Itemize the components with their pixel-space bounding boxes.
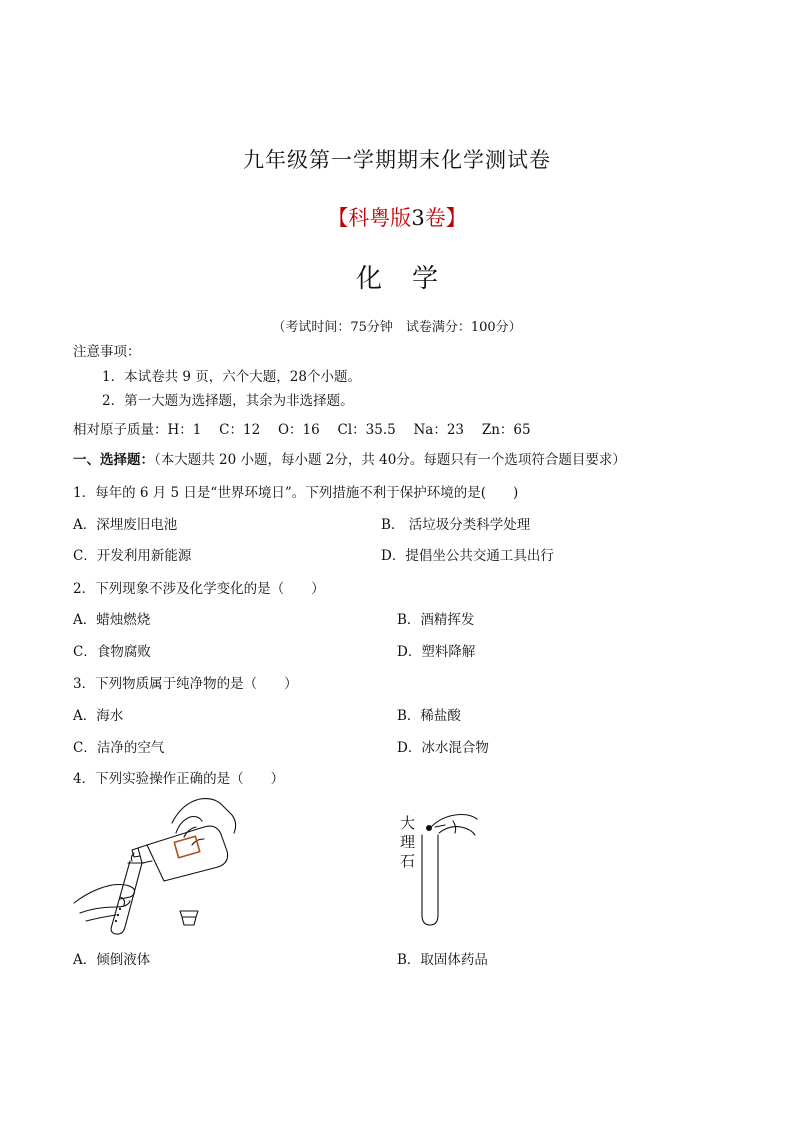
question-1-option-a: A．深埋废旧电池: [73, 517, 178, 533]
exam-title: 九年级第一学期期末化学测试卷: [243, 148, 551, 172]
question-2-option-c: C．食物腐败: [73, 644, 151, 660]
question-2-stem: 2．下列现象不涉及化学变化的是（ ）: [73, 581, 325, 597]
question-4-stem: 4．下列实验操作正确的是（ ）: [73, 771, 285, 787]
question-3-option-d: D．冰水混合物: [397, 740, 489, 756]
edition-label: [0, 202, 794, 232]
edition-open: 【科粤版: [327, 206, 412, 230]
notes-item-1: 1．本试卷共 9 页，六个大题，28个小题。: [102, 369, 361, 385]
question-3-stem: 3．下列物质属于纯净物的是（ ）: [73, 676, 298, 692]
question-1-option-d: D．提倡坐公共交通工具出行: [381, 548, 554, 564]
question-3-option-a: A．海水: [73, 708, 124, 724]
figure-b-label-2: 理: [400, 833, 416, 851]
question-1-stem: 1．每年的 6 月 5 日是“世界环境日”。下列措施不利于保护环境的是( ): [73, 485, 519, 501]
question-2-option-a: A．蜡烛燃烧: [73, 612, 151, 628]
atomic-mass-line: 相对原子质量：H：1 C：12 O：16 Cl：35.5 Na：23 Zn：65: [73, 422, 531, 438]
figure-b-label-1: 大: [400, 814, 416, 832]
subject-heading: 化学: [355, 264, 468, 294]
question-3-option-c: C．洁净的空气: [73, 740, 165, 756]
question-4-option-b: B．取固体药品: [397, 952, 488, 968]
question-1-option-b: B． 活垃圾分类科学处理: [381, 517, 531, 533]
section1-header: [73, 448, 626, 468]
question-1-option-c: C．开发利用新能源: [73, 548, 192, 564]
question-2-option-d: D．塑料降解: [397, 644, 476, 660]
notes-item-2: 2．第一大题为选择题，其余为非选择题。: [102, 393, 354, 409]
figure-b-label-3: 石: [400, 852, 416, 870]
question-3-option-b: B．稀盐酸: [397, 708, 461, 724]
question-2-option-b: B．酒精挥发: [397, 612, 475, 628]
taking-solid-figure: [395, 805, 490, 930]
exam-info: （考试时间：75分钟 试卷满分：100分）: [272, 320, 522, 335]
notes-heading: 注意事项：: [73, 344, 141, 360]
section1-heading: 一、选择题：: [73, 452, 154, 468]
question-4-option-a: A．倾倒液体: [73, 952, 151, 968]
section1-description: （本大题共 20 小题，每小题 2分，共 40分。每题只有一个选项符合题目要求）: [154, 452, 626, 468]
edition-close: 卷】: [424, 206, 467, 230]
edition-number: 3: [411, 206, 425, 230]
pouring-liquid-figure: [72, 793, 242, 938]
